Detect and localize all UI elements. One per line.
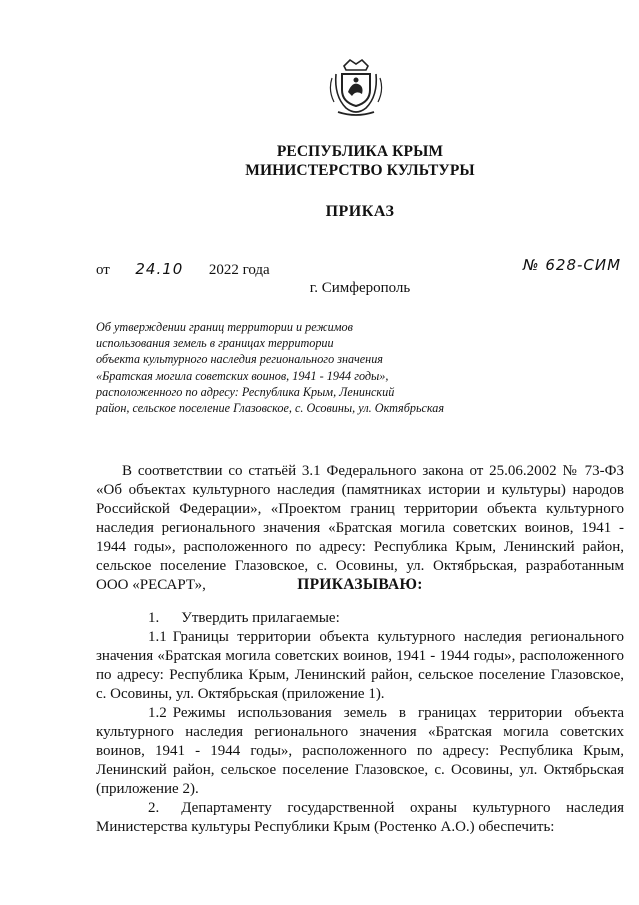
item-number: 1.2	[148, 705, 167, 721]
document-subject	[96, 319, 536, 416]
handwritten-date: 24.10	[135, 260, 184, 278]
item-number: 1.	[148, 610, 160, 626]
subject-line: использования земель в границах территории	[96, 336, 334, 351]
subject-line: расположенного по адресу: Республика Крым, Ленинский	[96, 384, 395, 399]
item-text: Границы территории объекта культурного наследия регионального значения «Братская могила советских воинов, 1941 - 1944 годы», расположенного по адресу: Республика Крым, Ленинский район, сельское поселение Глазовское, с. Осовины, ул. Октябрьская (приложение 1).	[96, 629, 624, 702]
item-text: Департаменту государственной охраны культурного наследия Министерства культуры Республики Крым (Ростенко А.О.) обеспечить:	[96, 800, 624, 835]
handwritten-document-number: № 628-СИМ	[523, 256, 622, 274]
order-item-1-2	[96, 704, 624, 799]
order-item-1-1	[96, 628, 624, 704]
org-line-ministry: МИНИСТЕРСТВО КУЛЬТУРЫ	[245, 162, 475, 179]
subject-line: объекта культурного наследия регионального значения	[96, 352, 383, 367]
document-date	[96, 260, 270, 279]
subject-line: район, сельское поселение Глазовское, с. Осовины, ул. Октябрьская	[96, 401, 445, 416]
document-type-title: ПРИКАЗ	[325, 203, 395, 220]
order-item-2	[96, 799, 624, 837]
order-word: ПРИКАЗЫВАЮ:	[297, 576, 423, 593]
date-year: 2022 года	[208, 262, 270, 278]
item-number: 1.1	[148, 629, 167, 645]
city-of-issue: г. Симферополь	[309, 280, 411, 296]
order-item-1	[96, 609, 624, 628]
item-text: Утвердить прилагаемые:	[181, 610, 340, 626]
subject-line: «Братская могила советских воинов, 1941 - 1944 годы»,	[96, 368, 389, 383]
subject-line: Об утверждении границ территории и режимов	[96, 320, 353, 334]
item-number: 2.	[148, 800, 160, 816]
org-line-republic: РЕСПУБЛИКА КРЫМ	[276, 143, 444, 160]
order-items	[96, 609, 624, 837]
item-text: Режимы использования земель в границах территории объекта культурного наследия регионального значения «Братская могила советских воинов, 1941 - 1944 годы», расположенного по адресу: Республика Крым, Ленинский район, сельское поселение Глазовское, с. Осовины, ул. Октябрьская (приложение 2).	[96, 705, 624, 797]
preamble-text: В соответствии со статьёй 3.1 Федерального закона от 25.06.2002 № 73-ФЗ «Об объектах культурного наследия (памятниках истории и культуры) народов Российской Федерации», «Проектом границ территории объекта культурного наследия регионального значения «Братская могила советских воинов, 1941 - 1944 годы», расположенного по адресу: Республика Крым, Ленинский район, сельское поселение Глазовское, с. Осовины, ул. Октябрьская, разработанным ООО «РЕСАРТ»,	[96, 463, 624, 593]
crimea-coat-of-arms-icon	[326, 56, 386, 118]
date-prefix: от	[96, 262, 110, 278]
